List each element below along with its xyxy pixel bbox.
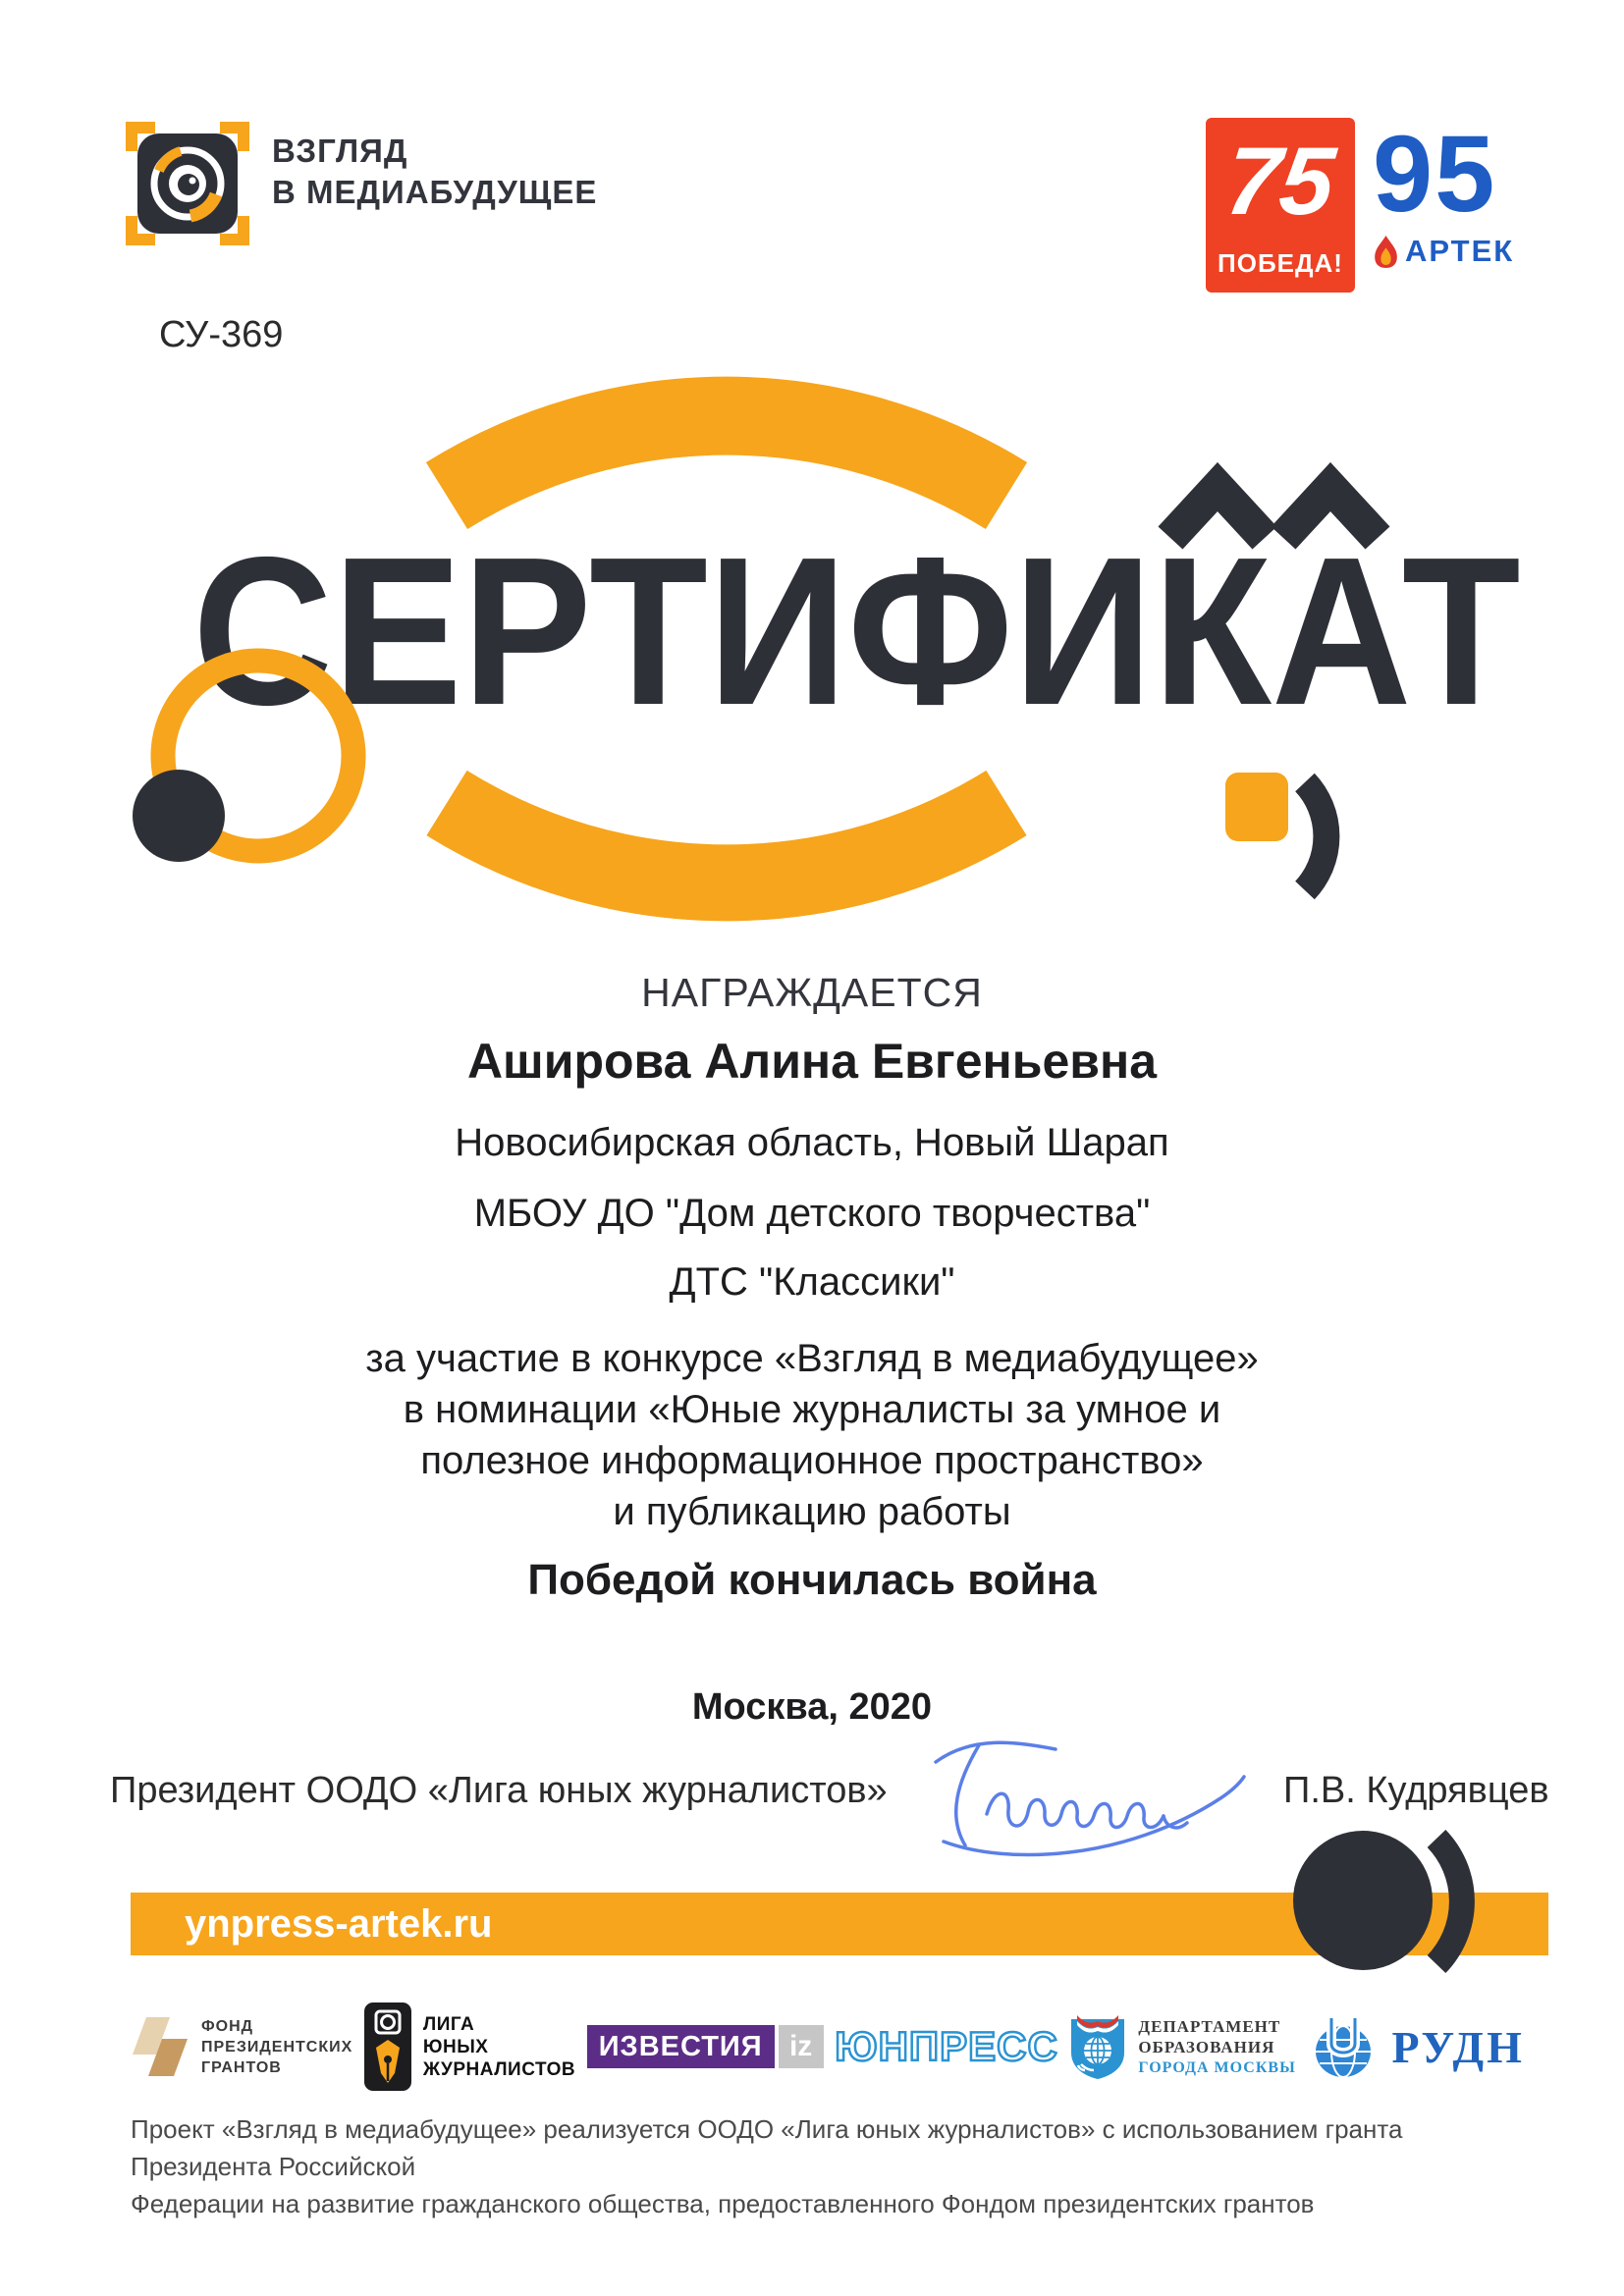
league-badge-icon xyxy=(364,2002,411,2091)
yunpress-wordmark: ЮНПРЕСС xyxy=(835,2023,1058,2069)
disclaimer xyxy=(131,2110,1525,2222)
recipient-name: Аширова Алина Евгеньевна xyxy=(466,1034,1158,1089)
certificate-code: СУ-369 xyxy=(159,314,284,355)
department-line2: ОБРАЗОВАНИЯ xyxy=(1138,2037,1275,2056)
league-line1: ЛИГА xyxy=(422,2013,475,2035)
media-future-eye-icon xyxy=(126,122,249,245)
department-line1: ДЕПАРТАМЕНТ xyxy=(1138,2016,1281,2036)
artek-95-number: 95 xyxy=(1373,114,1497,235)
reason-line-1: за участие в конкурсе «Взгляд в медиабудущее» xyxy=(365,1337,1259,1380)
education-department-shield-icon xyxy=(1069,2013,1126,2080)
partner-yunpress xyxy=(835,2023,1058,2070)
fund-line2: ПРЕЗИДЕНТСКИХ xyxy=(201,2038,353,2056)
artek-flame-icon xyxy=(1373,235,1399,269)
partner-izvestia xyxy=(587,2025,824,2068)
partner-logos-row xyxy=(131,2002,1525,2091)
izvestia-wordmark: ИЗВЕСТИЯ xyxy=(587,2025,775,2068)
brand-line2: В МЕДИАБУДУЩЕЕ xyxy=(272,174,598,210)
city-year: Москва, 2020 xyxy=(691,1686,933,1728)
fund-line3: ГРАНТОВ xyxy=(201,2058,282,2076)
website-url: ynpress-artek.ru xyxy=(185,1902,493,1946)
pobeda-75-logo xyxy=(1206,118,1355,293)
dot-shape xyxy=(133,770,225,862)
league-line3: ЖУРНАЛИСТОВ xyxy=(422,2058,576,2080)
izvestia-iz-mark: iz xyxy=(779,2025,824,2068)
fund-line1: ФОНД xyxy=(201,2017,254,2035)
comma-shape xyxy=(1305,782,1326,890)
certificate-title: СЕРТИФИКАТ xyxy=(192,512,1521,749)
rudn-wordmark: РУДН xyxy=(1391,2021,1525,2072)
website-bar xyxy=(131,1893,1548,1955)
artek-label: АРТЕК xyxy=(1405,234,1515,268)
signer-role: Президент ООДО «Лига юных журналистов» xyxy=(110,1770,888,1811)
reason-line-4: и публикацию работы xyxy=(613,1490,1011,1533)
brand-logo xyxy=(126,122,249,245)
partner-moscow-education-department xyxy=(1069,2013,1295,2080)
recipient-region: Новосибирская область, Новый Шарап xyxy=(455,1121,1169,1164)
disclaimer-line1: Проект «Взгляд в медиабудущее» реализуется ООДО «Лига юных журналистов» с использованием гранта Президента Российской xyxy=(131,2114,1403,2181)
top-arc-shape xyxy=(447,416,1006,496)
reason-line-2: в номинации «Юные журналисты за умное и xyxy=(403,1388,1221,1431)
brand-title xyxy=(272,131,597,213)
partner-young-journalists-league xyxy=(364,2002,575,2091)
signer-name: П.В. Кудрявцев xyxy=(1283,1770,1549,1811)
signature xyxy=(928,1728,1272,1870)
smile-arc-shape xyxy=(447,803,1006,882)
recipient-organization: МБОУ ДО "Дом детского творчества" xyxy=(473,1192,1151,1235)
league-line2: ЮНЫХ xyxy=(422,2036,489,2057)
reason-line-3: полезное информационное пространство» xyxy=(420,1439,1204,1482)
pobeda-75-number: 75 xyxy=(1220,127,1340,235)
disclaimer-line2: Федерации на развитие гражданского общества, предоставленного Фондом президентских грантов xyxy=(131,2189,1315,2218)
rudn-globe-icon xyxy=(1307,2014,1380,2079)
grants-fund-icon xyxy=(131,2015,189,2078)
partner-rudn xyxy=(1307,2014,1525,2079)
pobeda-75-label: ПОБЕДА! xyxy=(1218,248,1343,278)
recipient-group: ДТС "Классики" xyxy=(669,1260,955,1304)
artek-95-logo xyxy=(1373,114,1515,269)
brand-line1: ВЗГЛЯД xyxy=(272,133,408,169)
work-title: Победой кончилась война xyxy=(527,1556,1097,1604)
partner-presidential-grants-fund xyxy=(131,2015,352,2078)
square-shape xyxy=(1225,773,1288,841)
awarded-label: НАГРАЖДАЕТСЯ xyxy=(641,970,983,1015)
department-line3: ГОРОДА МОСКВЫ xyxy=(1138,2058,1296,2076)
